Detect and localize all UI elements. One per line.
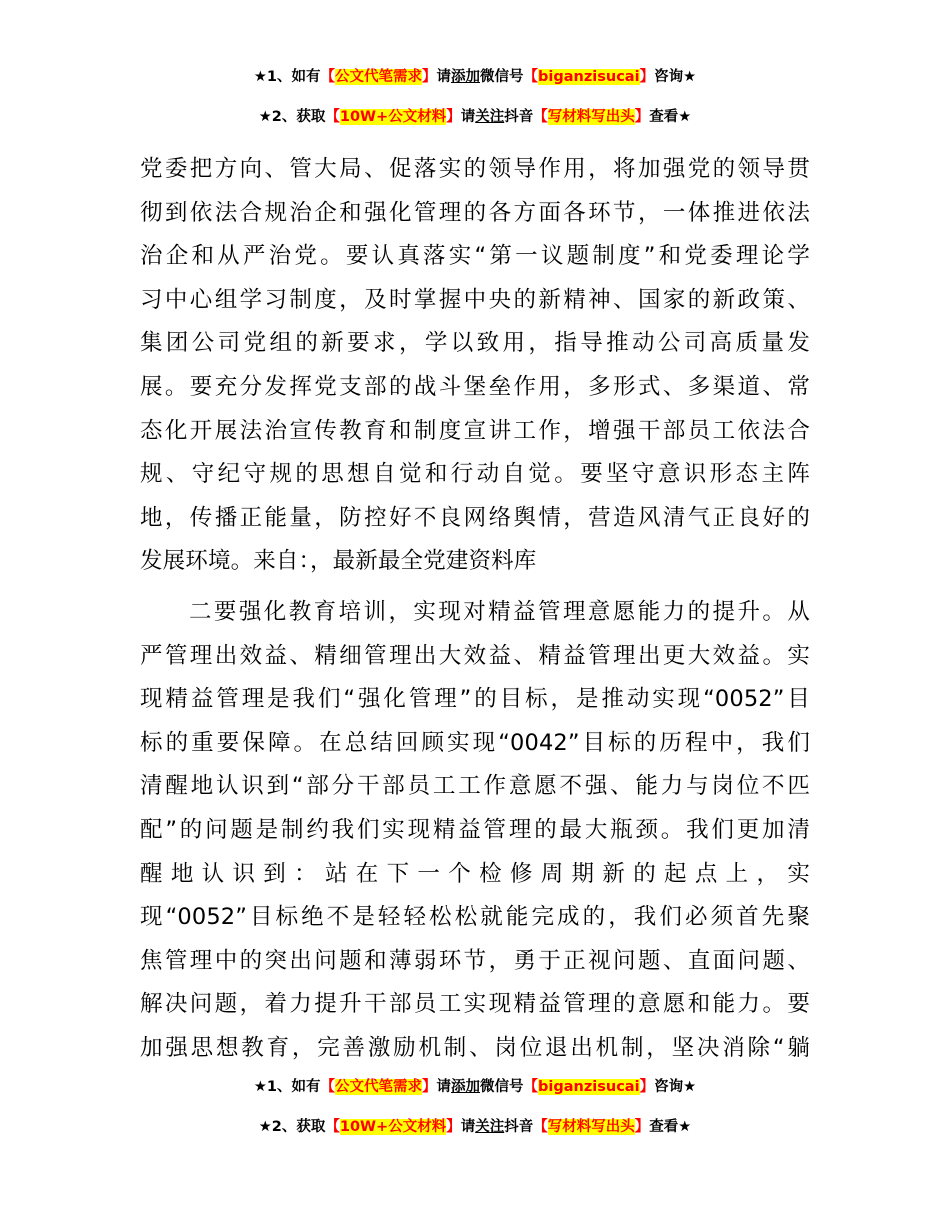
bracket: 【	[325, 1119, 340, 1135]
banner-text: ★2、获取	[258, 109, 326, 125]
bracket: 】	[446, 1119, 461, 1135]
bracket: 】	[446, 109, 461, 125]
highlight-wechat-id: biganzisucai	[538, 1079, 640, 1095]
highlight-ghostwriting: 公文代笔需求	[335, 1079, 423, 1095]
underlined-add: 添加	[451, 69, 481, 85]
body-line: 规、守纪守规的思想自觉和行动自觉。要坚守意识形态主阵	[140, 461, 810, 487]
underlined-follow: 关注	[475, 109, 505, 125]
bracket: 】	[634, 109, 650, 125]
highlight-douyin-account: 写材料写出头	[547, 109, 635, 125]
banner-text: ★1、如有	[253, 69, 321, 85]
bottom-banner-line-1	[0, 1076, 950, 1098]
body-line: 地，传播正能量，防控好不良网络舆情，营造风清气正良好的	[140, 505, 810, 531]
bracket: 】	[422, 1079, 437, 1095]
highlight-materials: 10W+公文材料	[339, 1119, 447, 1135]
body-line: 标的重要保障。在总结回顾实现“0042”目标的历程中，我们	[140, 730, 810, 756]
bracket: 【	[320, 1079, 336, 1095]
underlined-add: 添加	[451, 1079, 481, 1095]
body-line: 党委把方向、管大局、促落实的领导作用，将加强党的领导贯	[140, 156, 810, 182]
body-line-paragraph-end: 发展环境。来自：，最新最全党建资料库	[140, 548, 537, 574]
bracket: 】	[639, 69, 655, 85]
body-line: 习中心组学习制度，及时掌握中央的新精神、国家的新政策、	[140, 287, 810, 313]
bottom-banner-line-2	[0, 1116, 950, 1138]
highlight-ghostwriting: 公文代笔需求	[335, 69, 423, 85]
banner-text: 抖音	[504, 1119, 534, 1135]
bracket: 【	[523, 1079, 539, 1095]
body-line: 严管理出效益、精细管理出大效益、精益管理出更大效益。实	[140, 643, 810, 669]
body-line: 醒地认识到：站在下一个检修周期新的起点上，实	[140, 861, 810, 887]
bracket: 【	[325, 109, 340, 125]
bracket: 】	[422, 69, 437, 85]
body-line: 展。要充分发挥党支部的战斗堡垒作用，多形式、多渠道、常	[140, 374, 810, 400]
body-line: 态化开展法治宣传教育和制度宣讲工作，增强干部员工依法合	[140, 418, 810, 444]
body-line: 加强思想教育，完善激励机制、岗位退出机制，坚决消除“躺	[140, 1035, 810, 1061]
banner-text: 查看★	[649, 109, 692, 125]
banner-text: ★2、获取	[258, 1119, 326, 1135]
banner-text: 微信号	[480, 1079, 524, 1095]
highlight-wechat-id: biganzisucai	[538, 69, 640, 85]
underlined-follow: 关注	[475, 1119, 505, 1135]
body-line: 焦管理中的突出问题和薄弱环节，勇于正视问题、直面问题、	[140, 948, 810, 974]
banner-text: 请	[436, 1079, 452, 1095]
banner-text: 请	[460, 1119, 476, 1135]
banner-text: 抖音	[504, 109, 534, 125]
bracket: 【	[533, 1119, 548, 1135]
bracket: 【	[533, 109, 548, 125]
banner-text: 查看★	[649, 1119, 692, 1135]
body-line: 清醒地认识到“部分干部员工工作意愿不强、能力与岗位不匹	[140, 773, 810, 799]
bracket: 】	[634, 1119, 650, 1135]
body-line: 解决问题，着力提升干部员工实现精益管理的意愿和能力。要	[140, 991, 810, 1017]
body-line-paragraph-start: 二要强化教育培训，实现对精益管理意愿能力的提升。从	[189, 599, 810, 625]
banner-text: 请	[436, 69, 452, 85]
body-line: 彻到依法合规治企和强化管理的各方面各环节，一体推进依法	[140, 200, 810, 226]
body-line: 配”的问题是制约我们实现精益管理的最大瓶颈。我们更加清	[140, 817, 810, 843]
banner-text: 微信号	[480, 69, 524, 85]
body-line: 现“0052”目标绝不是轻轻松松就能完成的，我们必须首先聚	[140, 904, 810, 930]
top-banner-line-1	[0, 66, 950, 88]
banner-text: 咨询★	[654, 69, 697, 85]
bracket: 【	[320, 69, 336, 85]
bracket: 【	[523, 69, 539, 85]
highlight-materials: 10W+公文材料	[339, 109, 447, 125]
banner-text: ★1、如有	[253, 1079, 321, 1095]
body-line: 治企和从严治党。要认真落实“第一议题制度”和党委理论学	[140, 243, 810, 269]
bracket: 】	[639, 1079, 655, 1095]
highlight-douyin-account: 写材料写出头	[547, 1119, 635, 1135]
top-banner-line-2	[0, 106, 950, 128]
body-line: 集团公司党组的新要求，学以致用，指导推动公司高质量发	[140, 330, 810, 356]
body-line: 现精益管理是我们“强化管理”的目标，是推动实现“0052”目	[140, 686, 810, 712]
banner-text: 咨询★	[654, 1079, 697, 1095]
banner-text: 请	[460, 109, 476, 125]
